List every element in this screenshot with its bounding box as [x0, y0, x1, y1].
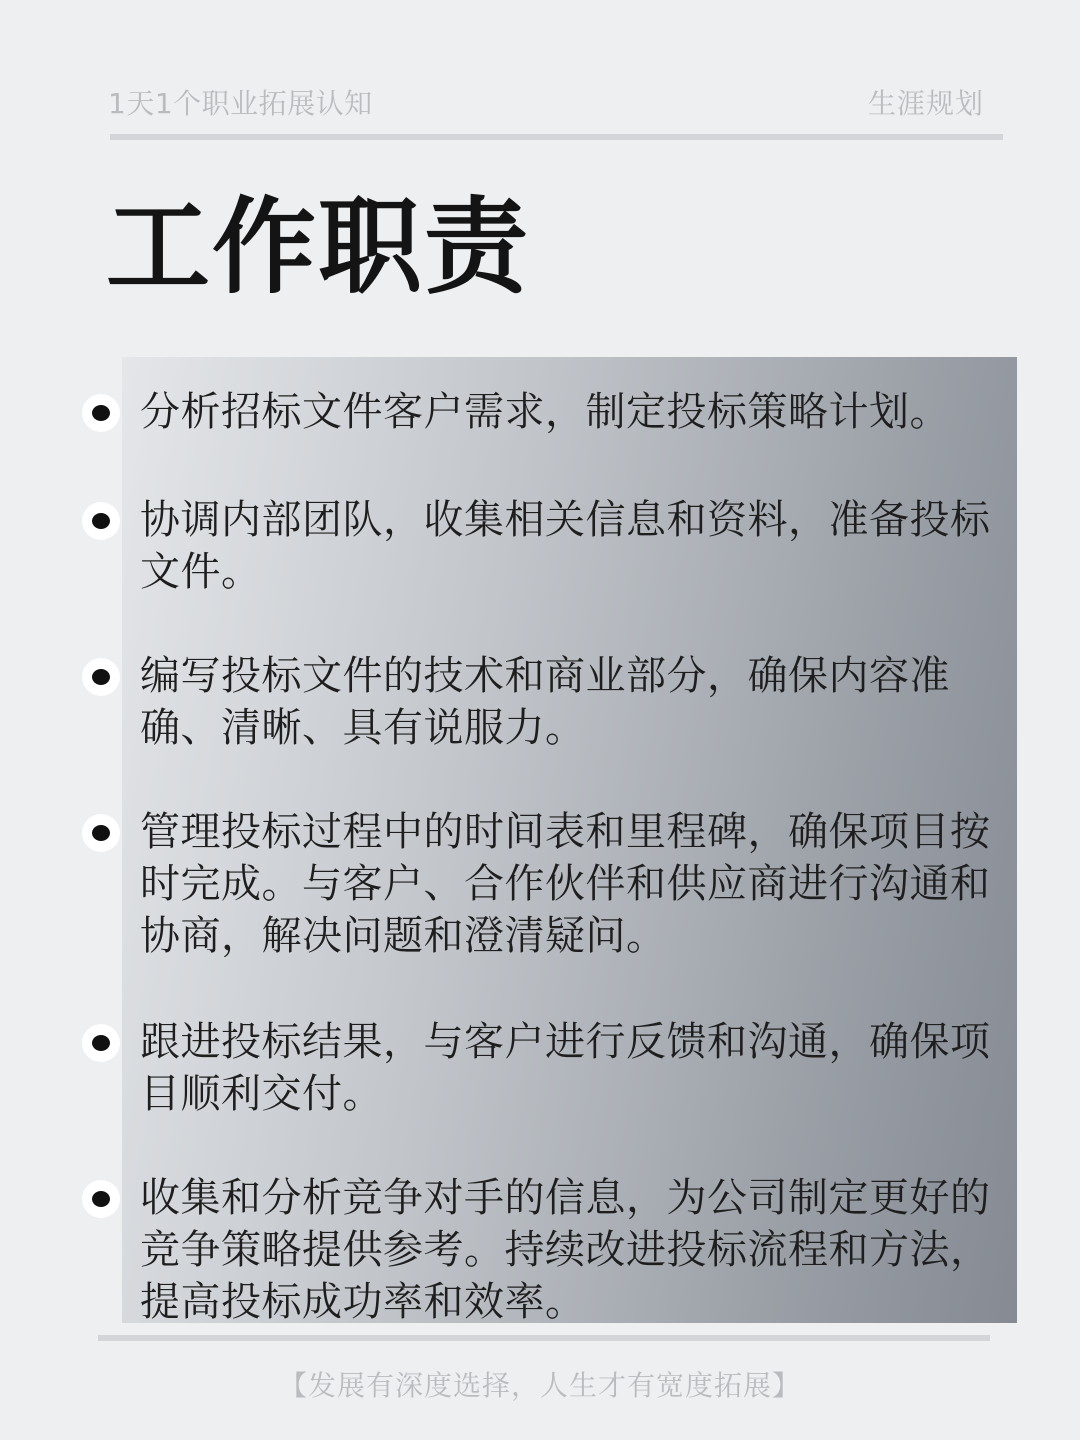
- list-item-text: 管理投标过程中的时间表和里程碑，确保项目按时完成。与客户、合作伙伴和供应商进行沟通和协商，解决问题和澄清疑问。: [140, 809, 991, 959]
- list-item-text: 跟进投标结果，与客户进行反馈和沟通，确保项目顺利交付。: [140, 1019, 991, 1117]
- list-item-text: 收集和分析竞争对手的信息，为公司制定更好的竞争策略提供参考。持续改进投标流程和方法，提高投标成功率和效率。: [140, 1175, 991, 1325]
- footer-slogan: 【发展有深度选择，人生才有宽度拓展】: [278, 1369, 801, 1402]
- bullet-icon: [82, 1180, 120, 1218]
- category-label: 生涯规划: [867, 87, 984, 120]
- list-item-text: 分析招标文件客户需求，制定投标策略计划。: [140, 389, 950, 435]
- bullet-icon: [82, 394, 120, 432]
- footer-divider: [98, 1335, 990, 1341]
- page-title: 工作职责: [106, 186, 531, 308]
- header: [108, 82, 984, 126]
- list-item-text: 协调内部团队，收集相关信息和资料，准备投标文件。: [140, 497, 991, 595]
- list-item-text: 编写投标文件的技术和商业部分，确保内容准确、清晰、具有说服力。: [140, 653, 950, 751]
- bullet-icon: [82, 658, 120, 696]
- bullet-icon: [82, 502, 120, 540]
- header-divider: [110, 134, 1003, 140]
- series-label: 1天1个职业拓展认知: [108, 87, 373, 120]
- bullet-icon: [82, 1024, 120, 1062]
- bullet-icon: [82, 814, 120, 852]
